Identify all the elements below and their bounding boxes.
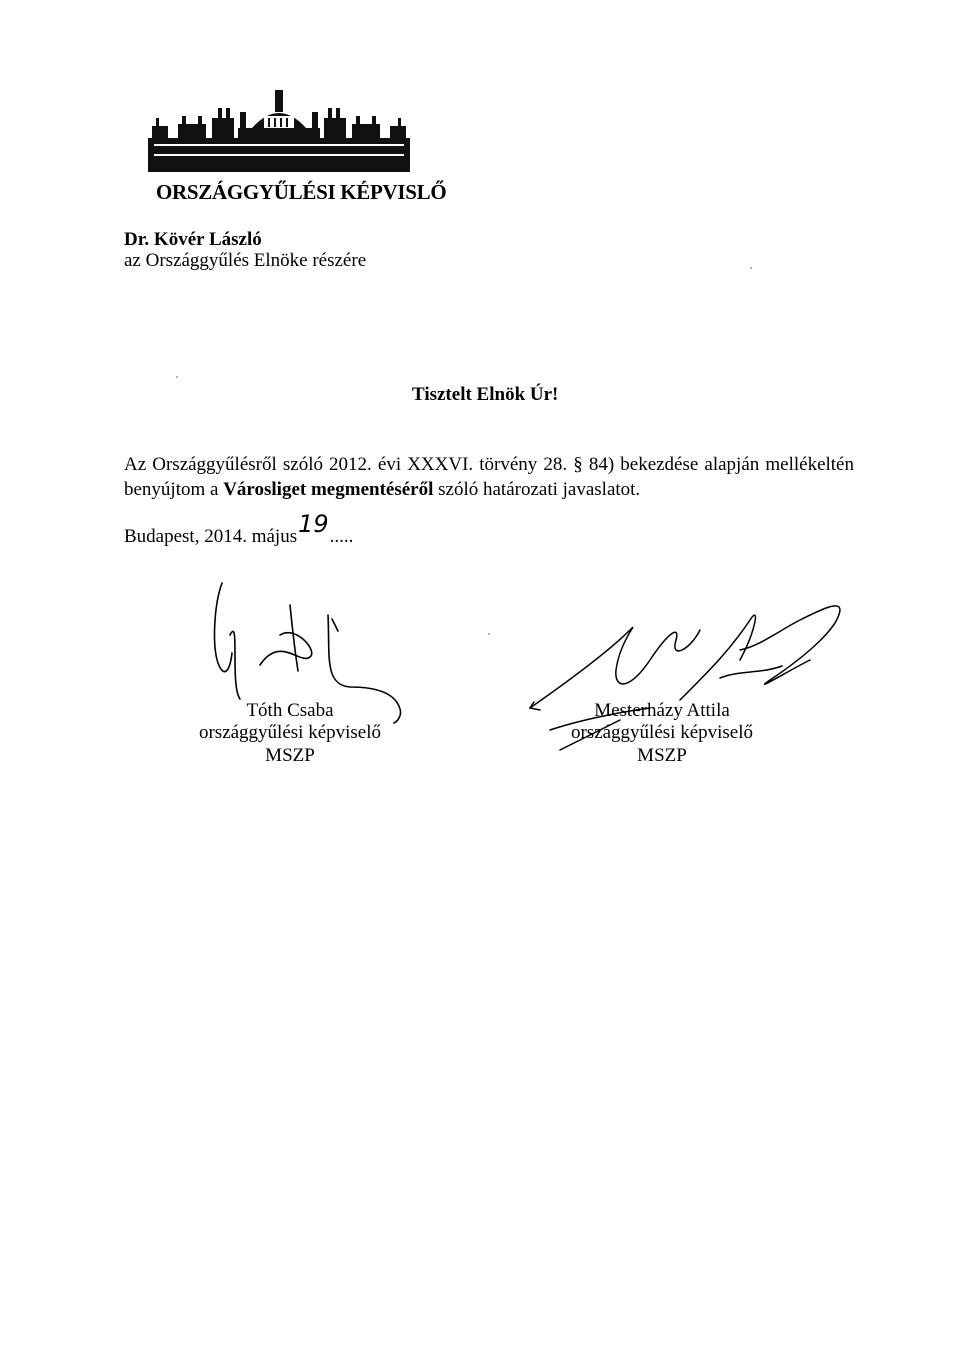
date-suffix: ..... xyxy=(329,526,354,547)
scan-speck xyxy=(750,267,752,269)
signatory-2-name: Mesterházy Attila xyxy=(594,700,730,721)
body-text-bold-subject: Városliget megmentéséről xyxy=(223,479,434,500)
signatory-1-name: Tóth Csaba xyxy=(246,700,334,721)
signatory-1-title: országgyűlési képviselő xyxy=(198,722,382,743)
scan-speck xyxy=(176,376,178,378)
body-text-part3: szóló határozati javaslatot. xyxy=(433,479,641,500)
addressee-name: Dr. Kövér László xyxy=(124,229,262,250)
salutation: Tisztelt Elnök Úr! xyxy=(412,384,559,405)
scan-speck xyxy=(488,633,490,635)
date-prefix: Budapest, 2014. május xyxy=(124,526,298,547)
body-paragraph xyxy=(124,452,854,502)
date-line xyxy=(124,510,354,548)
signatory-1-party: MSZP xyxy=(265,745,315,766)
date-day-handwritten: 19 xyxy=(298,510,329,538)
body-text-part1: Az Országgyűlésről szóló 2012. évi XXXVI. törvény 28. § 84) bekezdése alapján mellékeltén benyújtom a xyxy=(124,454,854,500)
signatory-2-party: MSZP xyxy=(637,745,687,766)
addressee-role: az Országgyűlés Elnöke részére xyxy=(124,250,367,271)
parliament-building-emblem xyxy=(148,90,410,176)
signatory-2-title: országgyűlési képviselő xyxy=(570,722,754,743)
letterhead-title: ORSZÁGGYŰLÉSI KÉPVISLŐ xyxy=(156,180,447,204)
